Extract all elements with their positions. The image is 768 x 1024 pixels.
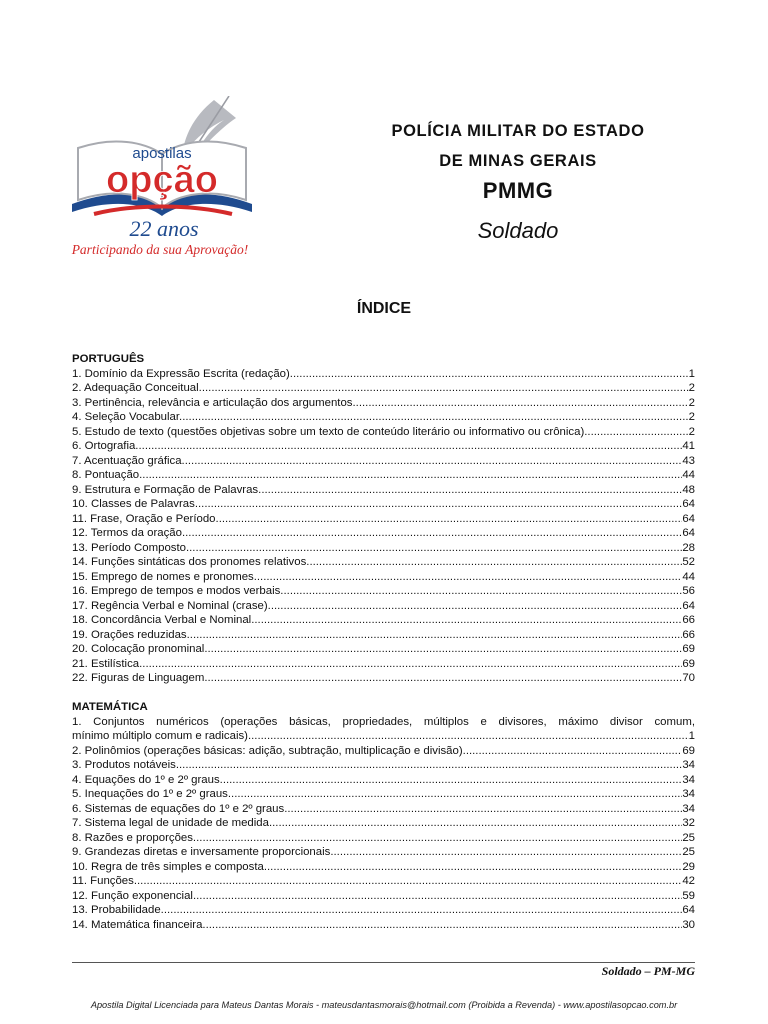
toc-item [72, 889, 695, 904]
toc-item-text: 13. Período Composto. [72, 541, 190, 554]
toc-item-text: 13. Probabilidade. [72, 904, 164, 916]
toc-leader [138, 439, 682, 454]
section-portugues [72, 352, 695, 686]
toc-leader [223, 773, 683, 788]
toc-item-text: 3. Produtos notáveis. [72, 759, 180, 771]
index-title: ÍNDICE [356, 300, 412, 317]
toc-item-page: 64 [682, 527, 695, 539]
toc-item-text: 3. Pertinência, relevância e articulação dos argumentos. [72, 396, 356, 409]
toc-item-text: 22. Figuras de Linguagem. [72, 672, 208, 684]
toc-item-text: 21. Estilística. [72, 657, 143, 670]
toc-item-text: 5. Estudo de texto (questões objetivas sobre um texto de conteúdo literário ou informativo ou crônica). [72, 425, 588, 438]
toc-leader [137, 874, 682, 889]
toc-item-page: 34 [682, 773, 695, 786]
toc-item-text: 6. Sistemas de equações do 1º e 2º graus. [72, 802, 288, 815]
toc-item [72, 744, 695, 759]
toc-item [72, 584, 695, 599]
toc-item [72, 657, 695, 672]
toc-item-page: 66 [682, 628, 695, 641]
toc-item [72, 671, 695, 686]
toc-item-text: 8. Pontuação. [72, 469, 143, 481]
toc-item [72, 816, 695, 831]
section-title-portugues: PORTUGUÊS [72, 353, 145, 365]
toc-item-text: 2. Polinômios (operações básicas: adição, subtração, multiplicação e divisão). [72, 744, 466, 757]
toc-list-portugues [72, 367, 695, 686]
toc-item [72, 468, 695, 483]
toc-item [72, 381, 695, 396]
apostilas-opcao-logo [64, 96, 260, 262]
toc-item-text: 5. Inequações do 1º e 2º graus. [72, 788, 232, 800]
toc-item-page: 25 [682, 846, 695, 858]
toc-item-text: 9. Grandezas diretas e inversamente proporcionais. [72, 846, 334, 858]
toc-item-text: 14. Matemática financeira. [72, 918, 206, 931]
toc-item-page: 48 [682, 483, 695, 496]
toc-item [72, 599, 695, 614]
section-matematica [72, 700, 695, 932]
toc-item-text: 17. Regência Verbal e Nominal (crase). [72, 599, 271, 612]
toc-item-text: 7. Sistema legal de unidade de medida. [72, 817, 273, 829]
toc-leader [182, 410, 688, 425]
toc-item-text: 10. Classes de Palavras. [72, 498, 198, 510]
toc-item-text: mínimo múltiplo comum e radicais). [72, 730, 252, 742]
toc-leader [219, 512, 683, 527]
toc-item [72, 628, 695, 643]
toc-leader [190, 628, 683, 643]
toc-item-text: 19. Orações reduzidas. [72, 628, 190, 641]
toc-item-page: 2 [688, 396, 695, 409]
toc-item-page: 64 [682, 599, 695, 612]
toc-item-text: 2. Adequação Conceitual. [72, 382, 202, 394]
toc-leader [251, 729, 689, 744]
toc-item-text: 18. Concordância Verbal e Nominal. [72, 614, 255, 626]
toc-item-text: 12. Função exponencial. [72, 889, 197, 902]
toc-leader [142, 657, 682, 672]
toc-item [72, 613, 695, 628]
toc-item [72, 526, 695, 541]
toc-item-page: 32 [682, 817, 695, 829]
toc-item-page: 1 [688, 730, 695, 742]
toc-item-page: 34 [682, 802, 695, 815]
toc-item-page: 43 [682, 454, 695, 467]
toc-item [72, 425, 695, 440]
toc-item-page: 66 [682, 614, 695, 626]
logo-graphic [64, 96, 260, 262]
toc-item-page: 64 [682, 498, 695, 510]
toc-leader [185, 454, 683, 469]
footer-rule [72, 962, 695, 963]
toc-item-text: 8. Razões e proporções. [72, 831, 197, 844]
toc-item-text: 11. Funções. [72, 875, 138, 887]
toc-leader [208, 671, 683, 686]
toc-item-page: 25 [682, 831, 695, 844]
toc-item-page: 30 [682, 918, 695, 931]
toc-list-matematica [72, 744, 695, 933]
toc-item-page: 64 [682, 512, 695, 525]
toc-item [72, 454, 695, 469]
logo-brand-top: apostilas [132, 145, 192, 162]
toc-leader [261, 483, 682, 498]
toc-leader [198, 497, 682, 512]
logo-slogan: Participando da sua Aprovação! [71, 242, 249, 257]
toc-leader [142, 468, 682, 483]
toc-item-page: 70 [682, 672, 695, 684]
toc-item [72, 497, 695, 512]
toc-item-text: 4. Seleção Vocabular. [72, 411, 183, 423]
footer-license-text: Apostila Digital Licenciada para Mateus Dantas Morais - mateusdantasmorais@hotmail.com (Proibida a Revenda) - www.apostilasopcao.com.br [90, 1000, 678, 1010]
toc-leader [267, 860, 682, 875]
toc-item [72, 758, 695, 773]
toc-item-page: 69 [682, 643, 695, 655]
toc-item-page: 28 [682, 541, 695, 554]
toc-leader [283, 584, 682, 599]
toc-leader [334, 845, 683, 860]
toc-item [72, 439, 695, 454]
toc-leader [309, 555, 682, 570]
toc-leader [208, 642, 683, 657]
header-position: Soldado [477, 218, 559, 243]
toc-item-text: 20. Colocação pronominal. [72, 643, 208, 655]
toc-item-text: 6. Ortografia. [72, 440, 139, 452]
toc-item [72, 570, 695, 585]
toc-item-1-line-2 [72, 729, 695, 744]
toc-leader [164, 903, 683, 918]
toc-item [72, 918, 695, 933]
toc-leader [466, 744, 683, 759]
toc-item-text: 7. Acentuação gráfica. [72, 454, 185, 467]
toc-leader [202, 381, 689, 396]
toc-item-page: 41 [682, 440, 695, 452]
toc-item [72, 903, 695, 918]
toc-item [72, 512, 695, 527]
toc-leader [272, 816, 682, 831]
toc-leader [231, 787, 682, 802]
toc-item [72, 555, 695, 570]
toc-leader [356, 396, 689, 411]
header-line-2: DE MINAS GERAIS [439, 152, 597, 170]
toc-leader [206, 918, 683, 933]
toc-item-text: 9. Estrutura e Formação de Palavras. [72, 483, 262, 496]
toc-leader [293, 367, 689, 382]
toc-item-page: 29 [682, 860, 695, 873]
toc-item [72, 787, 695, 802]
toc-item-page: 64 [682, 904, 695, 916]
toc-item [72, 874, 695, 889]
toc-item [72, 802, 695, 817]
toc-item-text: 15. Emprego de nomes e pronomes. [72, 570, 257, 583]
toc-item-text: 10. Regra de três simples e composta. [72, 860, 267, 873]
toc-leader [196, 889, 682, 904]
toc-leader [287, 802, 682, 817]
toc-leader [179, 758, 682, 773]
toc-item-text: 11. Frase, Oração e Período. [72, 512, 219, 525]
section-title-matematica: MATEMÁTICA [72, 701, 148, 713]
toc-item-page: 44 [682, 469, 695, 481]
toc-item [72, 483, 695, 498]
toc-leader [587, 425, 688, 440]
toc-item-text: 16. Emprego de tempos e modos verbais. [72, 585, 284, 597]
toc-item-text: 14. Funções sintáticas dos pronomes relativos. [72, 556, 310, 568]
toc-item [72, 410, 695, 425]
toc-item-text: 4. Equações do 1º e 2º graus. [72, 773, 223, 786]
toc-item [72, 541, 695, 556]
toc-item-page: 56 [682, 585, 695, 597]
logo-years: 22 anos [129, 216, 199, 241]
toc-item-page: 69 [682, 657, 695, 670]
header-acronym: PMMG [482, 178, 554, 203]
toc-leader [271, 599, 683, 614]
toc-item-page: 2 [688, 411, 695, 423]
toc-leader [257, 570, 682, 585]
toc-item [72, 845, 695, 860]
toc-item-page: 42 [682, 875, 695, 887]
toc-item-page: 59 [682, 889, 695, 902]
toc-item [72, 773, 695, 788]
toc-item-page: 52 [682, 556, 695, 568]
footer-running-title: Soldado – PM-MG [601, 964, 695, 978]
toc-leader [189, 541, 682, 556]
toc-item-page: 34 [682, 759, 695, 771]
toc-item-text: 1. Domínio da Expressão Escrita (redação). [72, 367, 293, 380]
toc-leader [196, 831, 682, 846]
toc-item [72, 860, 695, 875]
toc-item-1-line-1: 1. Conjuntos numéricos (operações básicas, propriedades, múltiplos e divisores, máximo divisor comum, [72, 715, 695, 728]
toc-item-page: 69 [682, 744, 695, 757]
toc-item-page: 2 [688, 382, 695, 394]
toc-item-page: 44 [682, 570, 695, 583]
header-line-1: POLÍCIA MILITAR DO ESTADO [391, 122, 645, 140]
toc-leader [254, 613, 682, 628]
toc-item [72, 831, 695, 846]
toc-item [72, 642, 695, 657]
toc-item-page: 1 [688, 367, 695, 380]
toc-item-page: 34 [682, 788, 695, 800]
toc-item-page: 2 [688, 425, 695, 438]
toc-leader [185, 526, 682, 541]
toc-item-text: 12. Termos da oração. [72, 527, 186, 539]
toc-item [72, 367, 695, 382]
toc-item [72, 396, 695, 411]
logo-brand-main: opção [106, 159, 218, 201]
